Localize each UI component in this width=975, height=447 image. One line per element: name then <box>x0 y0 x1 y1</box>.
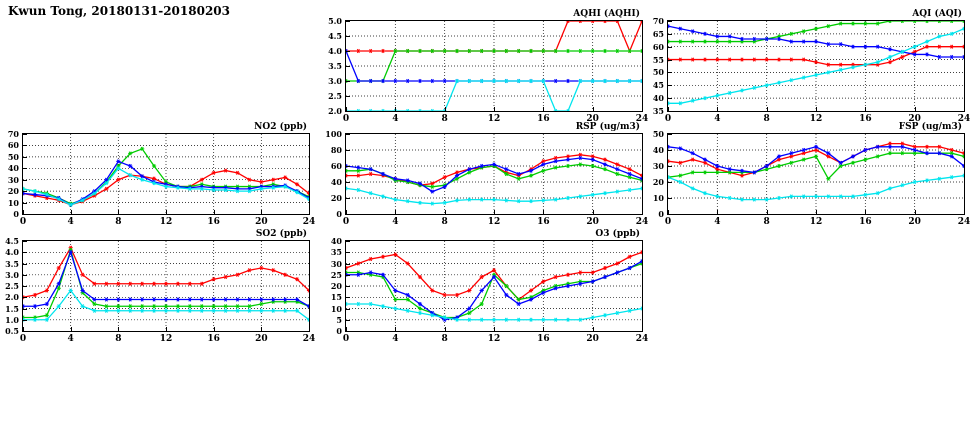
y-tick-mark <box>23 191 27 192</box>
x-tick-mark <box>346 327 347 331</box>
chart-panel-rsp <box>325 122 649 233</box>
x-tick-label: 24 <box>957 217 971 227</box>
y-tick-mark <box>668 98 672 99</box>
y-tick-label: 20 <box>7 186 19 197</box>
y-tick-label: 2.5 <box>5 281 19 291</box>
y-tick-mark <box>346 51 350 52</box>
x-tick-label: 0 <box>19 217 27 227</box>
x-tick-mark <box>261 210 262 214</box>
y-tick-mark <box>668 47 672 48</box>
y-tick-label: 60 <box>330 161 342 171</box>
x-tick-mark <box>915 107 916 111</box>
x-tick-mark <box>395 107 396 111</box>
plot-area-aqhi <box>345 20 643 112</box>
page-title: Kwun Tong, 20180131-20180203 <box>8 4 230 18</box>
chart-panel-aqhi <box>328 9 649 130</box>
y-tick-label: 0 <box>658 209 664 219</box>
x-tick-mark <box>642 107 643 111</box>
x-tick-mark <box>166 327 167 331</box>
x-tick-label: 4 <box>392 114 399 124</box>
x-tick-label: 16 <box>207 217 220 227</box>
y-tick-label: 70 <box>652 16 664 26</box>
y-tick-label: 4.5 <box>5 236 19 246</box>
y-tick-label: 3.5 <box>5 258 19 269</box>
plot-area-no2 <box>22 133 310 215</box>
y-tick-mark <box>23 157 27 158</box>
y-tick-label: 2.0 <box>5 292 19 303</box>
y-tick-label: 25 <box>330 269 342 280</box>
y-tick-mark <box>346 297 350 298</box>
y-tick-label: 4.0 <box>5 247 19 258</box>
y-tick-mark <box>346 309 350 310</box>
y-tick-mark <box>23 134 27 135</box>
x-tick-label: 12 <box>159 217 173 227</box>
chart-panel-aqi <box>652 9 971 130</box>
x-tick-mark <box>593 327 594 331</box>
x-tick-label: 24 <box>635 114 649 124</box>
x-tick-label: 12 <box>159 334 173 344</box>
y-tick-mark <box>668 85 672 86</box>
y-tick-label: 0.5 <box>5 326 19 336</box>
y-tick-mark <box>23 145 27 146</box>
x-tick-mark <box>915 210 916 214</box>
y-tick-mark <box>346 331 350 332</box>
x-tick-label: 0 <box>342 217 350 227</box>
x-tick-mark <box>494 107 495 111</box>
x-tick-label: 12 <box>487 334 501 344</box>
y-tick-label: 60 <box>652 41 664 52</box>
x-tick-label: 0 <box>342 114 350 124</box>
y-tick-mark <box>23 275 27 276</box>
x-tick-label: 20 <box>586 217 599 227</box>
x-tick-label: 4 <box>392 334 399 344</box>
x-tick-mark <box>767 107 768 111</box>
x-tick-label: 20 <box>586 114 599 124</box>
y-tick-mark <box>346 111 350 112</box>
y-tick-mark <box>346 96 350 97</box>
y-tick-label: 70 <box>7 129 19 139</box>
chart-title-aqhi: AQHI (AQHI) <box>573 9 640 19</box>
x-tick-label: 8 <box>441 334 448 344</box>
plot-area-fsp <box>667 133 965 215</box>
plot-area-o3 <box>345 240 643 332</box>
y-tick-mark <box>346 81 350 82</box>
x-tick-mark <box>816 210 817 214</box>
y-tick-label: 20 <box>652 177 664 187</box>
x-tick-mark <box>214 327 215 331</box>
chart-panel-no2 <box>7 122 316 233</box>
x-tick-label: 4 <box>714 114 721 124</box>
y-tick-mark <box>346 241 350 242</box>
x-tick-mark <box>71 210 72 214</box>
plot-area-rsp <box>345 133 643 215</box>
x-tick-label: 8 <box>441 114 448 124</box>
y-tick-mark <box>23 309 27 310</box>
chart-title-so2: SO2 (ppb) <box>255 229 307 239</box>
x-tick-label: 0 <box>664 217 672 227</box>
y-tick-mark <box>668 214 672 215</box>
y-tick-label: 20 <box>330 193 342 203</box>
y-tick-mark <box>23 331 27 332</box>
y-tick-label: 0 <box>336 326 342 336</box>
x-tick-mark <box>494 210 495 214</box>
y-tick-label: 30 <box>7 174 19 185</box>
y-tick-mark <box>23 252 27 253</box>
chart-title-rsp: RSP (ug/m3) <box>575 122 640 132</box>
x-tick-label: 0 <box>342 334 350 344</box>
plot-area-aqi <box>667 20 965 112</box>
x-tick-mark <box>543 327 544 331</box>
chart-title-o3: O3 (ppb) <box>595 229 640 239</box>
x-tick-mark <box>309 327 310 331</box>
y-tick-label: 15 <box>330 292 342 303</box>
y-tick-label: 100 <box>325 129 342 139</box>
y-tick-mark <box>668 111 672 112</box>
y-tick-mark <box>668 60 672 61</box>
y-tick-label: 60 <box>7 140 19 151</box>
y-tick-mark <box>668 72 672 73</box>
y-tick-mark <box>346 264 350 265</box>
x-tick-mark <box>346 210 347 214</box>
x-tick-mark <box>118 210 119 214</box>
plot-area-so2 <box>22 240 310 332</box>
x-tick-mark <box>717 107 718 111</box>
x-tick-label: 4 <box>67 334 74 344</box>
y-tick-mark <box>23 320 27 321</box>
x-tick-mark <box>964 107 965 111</box>
x-tick-label: 24 <box>302 217 316 227</box>
x-tick-label: 16 <box>207 334 220 344</box>
x-tick-label: 12 <box>809 217 823 227</box>
x-tick-mark <box>445 327 446 331</box>
y-tick-label: 40 <box>330 236 342 246</box>
y-tick-label: 2.5 <box>328 91 342 101</box>
x-tick-mark <box>23 327 24 331</box>
x-tick-label: 4 <box>714 217 721 227</box>
y-tick-label: 10 <box>652 193 664 203</box>
chart-panel-fsp <box>652 122 971 233</box>
y-tick-mark <box>668 150 672 151</box>
x-tick-mark <box>964 210 965 214</box>
y-tick-label: 40 <box>652 93 664 104</box>
y-tick-mark <box>346 275 350 276</box>
y-tick-mark <box>346 21 350 22</box>
y-tick-label: 30 <box>330 258 342 269</box>
y-tick-label: 50 <box>7 151 19 162</box>
chart-title-fsp: FSP (ug/m3) <box>898 122 962 132</box>
x-tick-mark <box>593 107 594 111</box>
x-tick-label: 16 <box>537 217 550 227</box>
x-tick-label: 16 <box>859 217 872 227</box>
y-tick-label: 10 <box>330 303 342 314</box>
y-tick-mark <box>23 241 27 242</box>
chart-title-aqi: AQI (AQI) <box>912 9 962 19</box>
y-tick-mark <box>346 150 350 151</box>
x-tick-label: 12 <box>487 114 501 124</box>
y-tick-label: 1.5 <box>5 303 19 314</box>
x-tick-label: 8 <box>441 217 448 227</box>
x-tick-mark <box>71 327 72 331</box>
chart-title-no2: NO2 (ppb) <box>254 122 307 132</box>
y-tick-mark <box>346 320 350 321</box>
y-tick-mark <box>668 166 672 167</box>
x-tick-mark <box>668 107 669 111</box>
x-tick-mark <box>767 210 768 214</box>
x-tick-label: 8 <box>115 217 122 227</box>
x-tick-label: 20 <box>255 334 268 344</box>
x-tick-label: 0 <box>19 334 27 344</box>
y-tick-label: 0 <box>336 209 342 219</box>
y-tick-mark <box>346 286 350 287</box>
y-tick-mark <box>346 166 350 167</box>
x-tick-mark <box>214 210 215 214</box>
x-tick-label: 12 <box>487 217 501 227</box>
y-tick-label: 4.0 <box>328 46 342 56</box>
x-tick-label: 8 <box>763 114 770 124</box>
x-tick-label: 8 <box>115 334 122 344</box>
y-tick-mark <box>23 286 27 287</box>
x-tick-label: 4 <box>67 217 74 227</box>
x-tick-mark <box>395 327 396 331</box>
y-tick-mark <box>346 36 350 37</box>
x-tick-label: 24 <box>957 114 971 124</box>
x-tick-label: 16 <box>859 114 872 124</box>
y-tick-mark <box>346 66 350 67</box>
y-tick-label: 3.0 <box>328 76 342 86</box>
y-tick-label: 40 <box>7 163 19 174</box>
x-tick-label: 20 <box>586 334 599 344</box>
y-tick-mark <box>668 21 672 22</box>
y-tick-mark <box>346 182 350 183</box>
y-tick-label: 50 <box>652 67 664 78</box>
x-tick-mark <box>593 210 594 214</box>
x-tick-mark <box>543 210 544 214</box>
y-tick-mark <box>23 203 27 204</box>
y-tick-mark <box>23 168 27 169</box>
y-tick-label: 65 <box>652 28 664 39</box>
y-tick-label: 40 <box>652 145 664 155</box>
y-tick-label: 1.0 <box>5 314 19 325</box>
x-tick-label: 20 <box>908 217 921 227</box>
x-tick-mark <box>346 107 347 111</box>
y-tick-label: 80 <box>330 145 342 155</box>
x-tick-label: 24 <box>635 217 649 227</box>
x-tick-label: 4 <box>392 217 399 227</box>
x-tick-mark <box>642 327 643 331</box>
y-tick-mark <box>23 297 27 298</box>
y-tick-label: 5 <box>336 314 342 325</box>
y-tick-label: 0 <box>13 209 19 219</box>
x-tick-mark <box>23 210 24 214</box>
y-tick-label: 5.0 <box>328 16 342 26</box>
y-tick-label: 55 <box>652 54 664 65</box>
y-tick-label: 35 <box>330 247 342 258</box>
y-tick-label: 3.0 <box>5 269 19 280</box>
y-tick-label: 10 <box>7 197 19 208</box>
y-tick-mark <box>668 134 672 135</box>
x-tick-mark <box>166 210 167 214</box>
y-tick-label: 2.0 <box>328 106 342 116</box>
x-tick-mark <box>543 107 544 111</box>
x-tick-label: 24 <box>635 334 649 344</box>
x-tick-label: 8 <box>763 217 770 227</box>
y-tick-mark <box>668 34 672 35</box>
chart-panel-so2 <box>5 229 316 350</box>
x-tick-mark <box>395 210 396 214</box>
y-tick-label: 20 <box>330 281 342 291</box>
y-tick-label: 4.5 <box>328 31 342 41</box>
x-tick-label: 16 <box>537 334 550 344</box>
x-tick-label: 20 <box>908 114 921 124</box>
y-tick-mark <box>23 264 27 265</box>
x-tick-mark <box>118 327 119 331</box>
x-tick-mark <box>445 107 446 111</box>
y-tick-mark <box>346 214 350 215</box>
y-tick-mark <box>346 252 350 253</box>
x-tick-mark <box>642 210 643 214</box>
x-tick-label: 12 <box>809 114 823 124</box>
y-tick-label: 35 <box>652 106 664 116</box>
x-tick-label: 20 <box>255 217 268 227</box>
x-tick-label: 24 <box>302 334 316 344</box>
y-tick-label: 3.5 <box>328 61 342 71</box>
y-tick-mark <box>23 214 27 215</box>
x-tick-mark <box>816 107 817 111</box>
y-tick-label: 50 <box>652 129 664 139</box>
y-tick-mark <box>23 180 27 181</box>
y-tick-mark <box>346 198 350 199</box>
x-tick-mark <box>261 327 262 331</box>
x-tick-mark <box>445 210 446 214</box>
x-tick-mark <box>717 210 718 214</box>
y-tick-label: 45 <box>652 80 664 91</box>
y-tick-mark <box>346 134 350 135</box>
y-tick-mark <box>668 198 672 199</box>
x-tick-label: 16 <box>537 114 550 124</box>
x-tick-mark <box>309 210 310 214</box>
y-tick-label: 30 <box>652 161 664 171</box>
y-tick-label: 40 <box>330 177 342 187</box>
x-tick-mark <box>865 210 866 214</box>
x-tick-mark <box>865 107 866 111</box>
chart-panel-o3 <box>330 229 649 350</box>
x-tick-mark <box>668 210 669 214</box>
y-tick-mark <box>668 182 672 183</box>
x-tick-label: 0 <box>664 114 672 124</box>
x-tick-mark <box>494 327 495 331</box>
